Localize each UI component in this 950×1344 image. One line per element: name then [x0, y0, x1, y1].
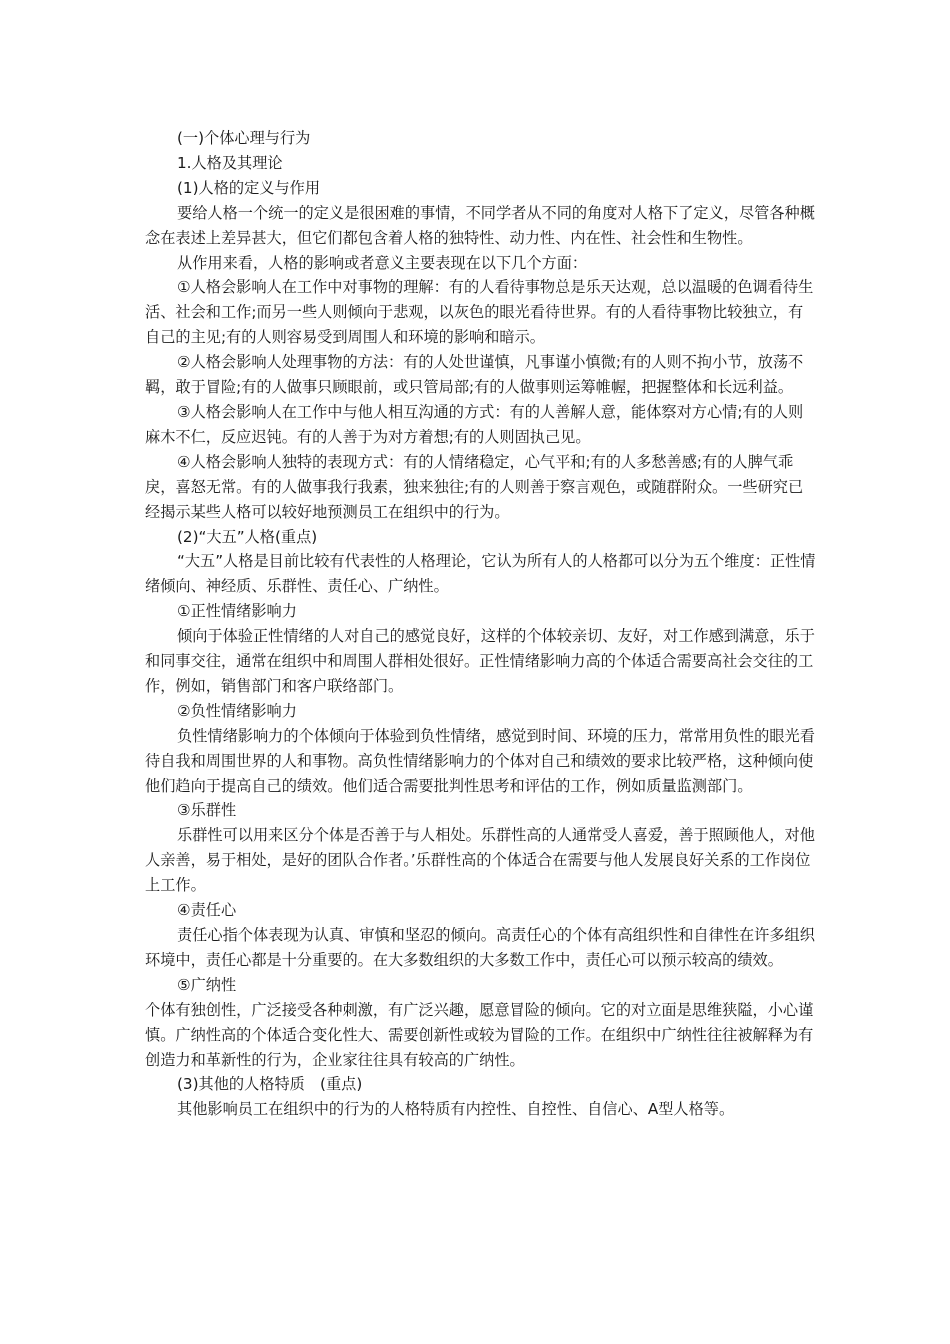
document-page — [145, 126, 817, 1122]
section-heading: ④责任心 — [177, 901, 237, 920]
body-paragraph: 倾向于体验正性情绪的人对自己的感觉良好，这样的个体较亲切、友好，对工作感到满意，乐于和同事交往，通常在组织中和周围人群相处很好。正性情绪影响力高的个体适合需要高社会交往的工作，例如，销售部门和客户联络部门。 — [145, 627, 815, 695]
body-paragraph: 从作用来看，人格的影响或者意义主要表现在以下几个方面： — [177, 253, 588, 272]
body-paragraph: ③人格会影响人在工作中与他人相互沟通的方式：有的人善解人意，能体察对方心情;有的人则麻木不仁，反应迟钝。有的人善于为对方着想;有的人则固执己见。 — [145, 402, 804, 446]
section-heading: 1.人格及其理论 — [177, 153, 283, 172]
body-paragraph: ①人格会影响人在工作中对事物的理解：有的人看待事物总是乐天达观，总以温暖的色调看待生活、社会和工作;而另一些人则倾向于悲观，以灰色的眼光看待世界。有的人看待事物比较独立，有自己的主见;有的人则容易受到周围人和环境的影响和暗示。 — [145, 278, 814, 347]
body-paragraph: 其他影响员工在组织中的行为的人格特质有内控性、自控性、自信心、A型人格等。 — [177, 1100, 735, 1119]
body-paragraph: 负性情绪影响力的个体倾向于体验到负性情绪，感觉到时间、环境的压力，常常用负性的眼光看待自我和周围世界的人和事物。高负性情绪影响力的个体对自己和绩效的要求比较严格，这种倾向使他们趋向于提高自己的绩效。他们适合需要批判性思考和评估的工作，例如质量监测部门。 — [145, 726, 815, 795]
section-heading: ③乐群性 — [177, 801, 237, 820]
section-heading: ⑤广纳性 — [177, 975, 237, 994]
body-paragraph: 要给人格一个统一的定义是很困难的事情，不同学者从不同的角度对人格下了定义，尽管各种概念在表述上差异甚大，但它们都包含着人格的独特性、动力性、内在性、社会性和生物性。 — [145, 203, 815, 247]
section-heading: (一)个体心理与行为 — [177, 129, 311, 147]
section-heading: (1)人格的定义与作用 — [177, 178, 321, 197]
section-heading: ①正性情绪影响力 — [177, 602, 297, 621]
body-paragraph: ④人格会影响人独特的表现方式：有的人情绪稳定，心气平和;有的人多愁善感;有的人脾气乖戾，喜怒无常。有的人做事我行我素，独来独往;有的人则善于察言观色，或随群附众。一些研究已经揭示某些人格可以较好地预测员工在组织中的行为。 — [145, 452, 804, 521]
body-paragraph: ②人格会影响人处理事物的方法：有的人处世谨慎，凡事谨小慎微;有的人则不拘小节，放荡不羁，敢于冒险;有的人做事只顾眼前，或只管局部;有的人做事则运筹帷幄，把握整体和长远利益。 — [145, 353, 804, 397]
body-paragraph: 乐群性可以用来区分个体是否善于与人相处。乐群性高的人通常受人喜爱，善于照顾他人，对他人亲善，易于相处，是好的团队合作者。’乐群性高的个体适合在需要与他人发展良好关系的工作岗位上工作。 — [145, 826, 815, 895]
section-heading: ②负性情绪影响力 — [177, 701, 297, 720]
body-paragraph: “大五”人格是目前比较有代表性的人格理论，它认为所有人的人格都可以分为五个维度：正性情绪倾向、神经质、乐群性、责任心、广纳性。 — [145, 552, 816, 596]
section-heading: (3)其他的人格特质 (重点) — [177, 1075, 363, 1094]
body-paragraph: 个体有独创性，广泛接受各种刺激，有广泛兴趣，愿意冒险的倾向。它的对立面是思维狭隘，小心谨慎。广纳性高的个体适合变化性大、需要创新性或较为冒险的工作。在组织中广纳性往往被解释为有创造力和革新性的行为，企业家往往具有较高的广纳性。 — [145, 1000, 814, 1069]
section-heading: (2)“大五”人格(重点) — [177, 527, 318, 546]
body-paragraph: 责任心指个体表现为认真、审慎和坚忍的倾向。高责任心的个体有高组织性和自律性在许多组织环境中，责任心都是十分重要的。在大多数组织的大多数工作中，责任心可以预示较高的绩效。 — [145, 926, 815, 969]
